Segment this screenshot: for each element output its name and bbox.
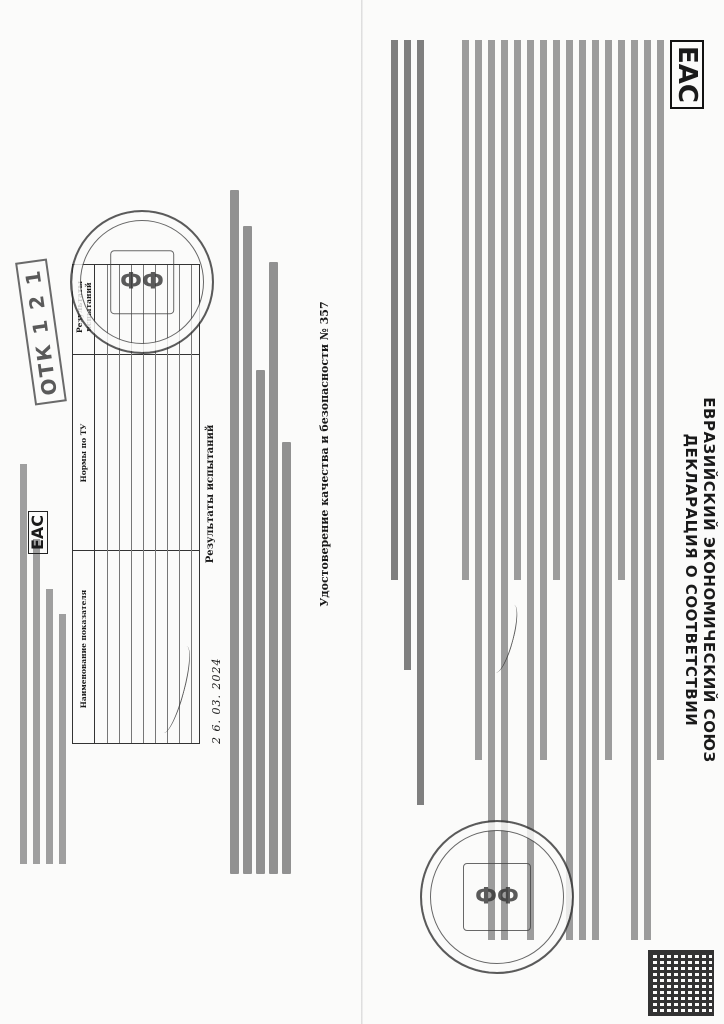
declaration-title-line2: ДЕКЛАРАЦИЯ О СООТВЕТСТВИИ: [682, 433, 700, 727]
handwritten-date: 2 6. 03. 2024: [210, 657, 223, 744]
eac-mark-icon: EAC: [670, 40, 704, 109]
declaration-body-block: [434, 40, 664, 940]
stamp-seal-logo: ФФ: [120, 269, 164, 295]
results-header-indicator: Наименование показателя: [79, 589, 88, 709]
qr-code-icon: [648, 950, 714, 1016]
declaration-title: [682, 300, 718, 860]
declaration-footer-block: [374, 40, 424, 940]
quality-certificate-half: [0, 0, 360, 1024]
certificate-title: Удостоверение качества и безопасности № 357: [318, 301, 331, 607]
page-fold-divider: [361, 0, 363, 1024]
stamp-seal-icon: [420, 820, 574, 974]
results-title: Результаты испытаний: [205, 424, 216, 564]
otk-stamp: ОТК 1 2 1: [15, 259, 67, 406]
certificate-signatures-block: [20, 364, 80, 864]
results-header-results: Результаты испытаний: [75, 280, 93, 334]
stamp-seal-icon: [70, 210, 214, 354]
eac-mark-icon: EAC: [28, 511, 48, 554]
stamp-seal-logo: ФФ: [475, 884, 519, 910]
certificate-header-block: [230, 154, 310, 874]
declaration-title-line1: ЕВРАЗИЙСКИЙ ЭКОНОМИЧЕСКИЙ СОЮЗ: [700, 397, 718, 763]
results-header-norms: Нормы по ТУ: [79, 423, 88, 483]
quality-certificate-rotated: [0, 0, 360, 1024]
